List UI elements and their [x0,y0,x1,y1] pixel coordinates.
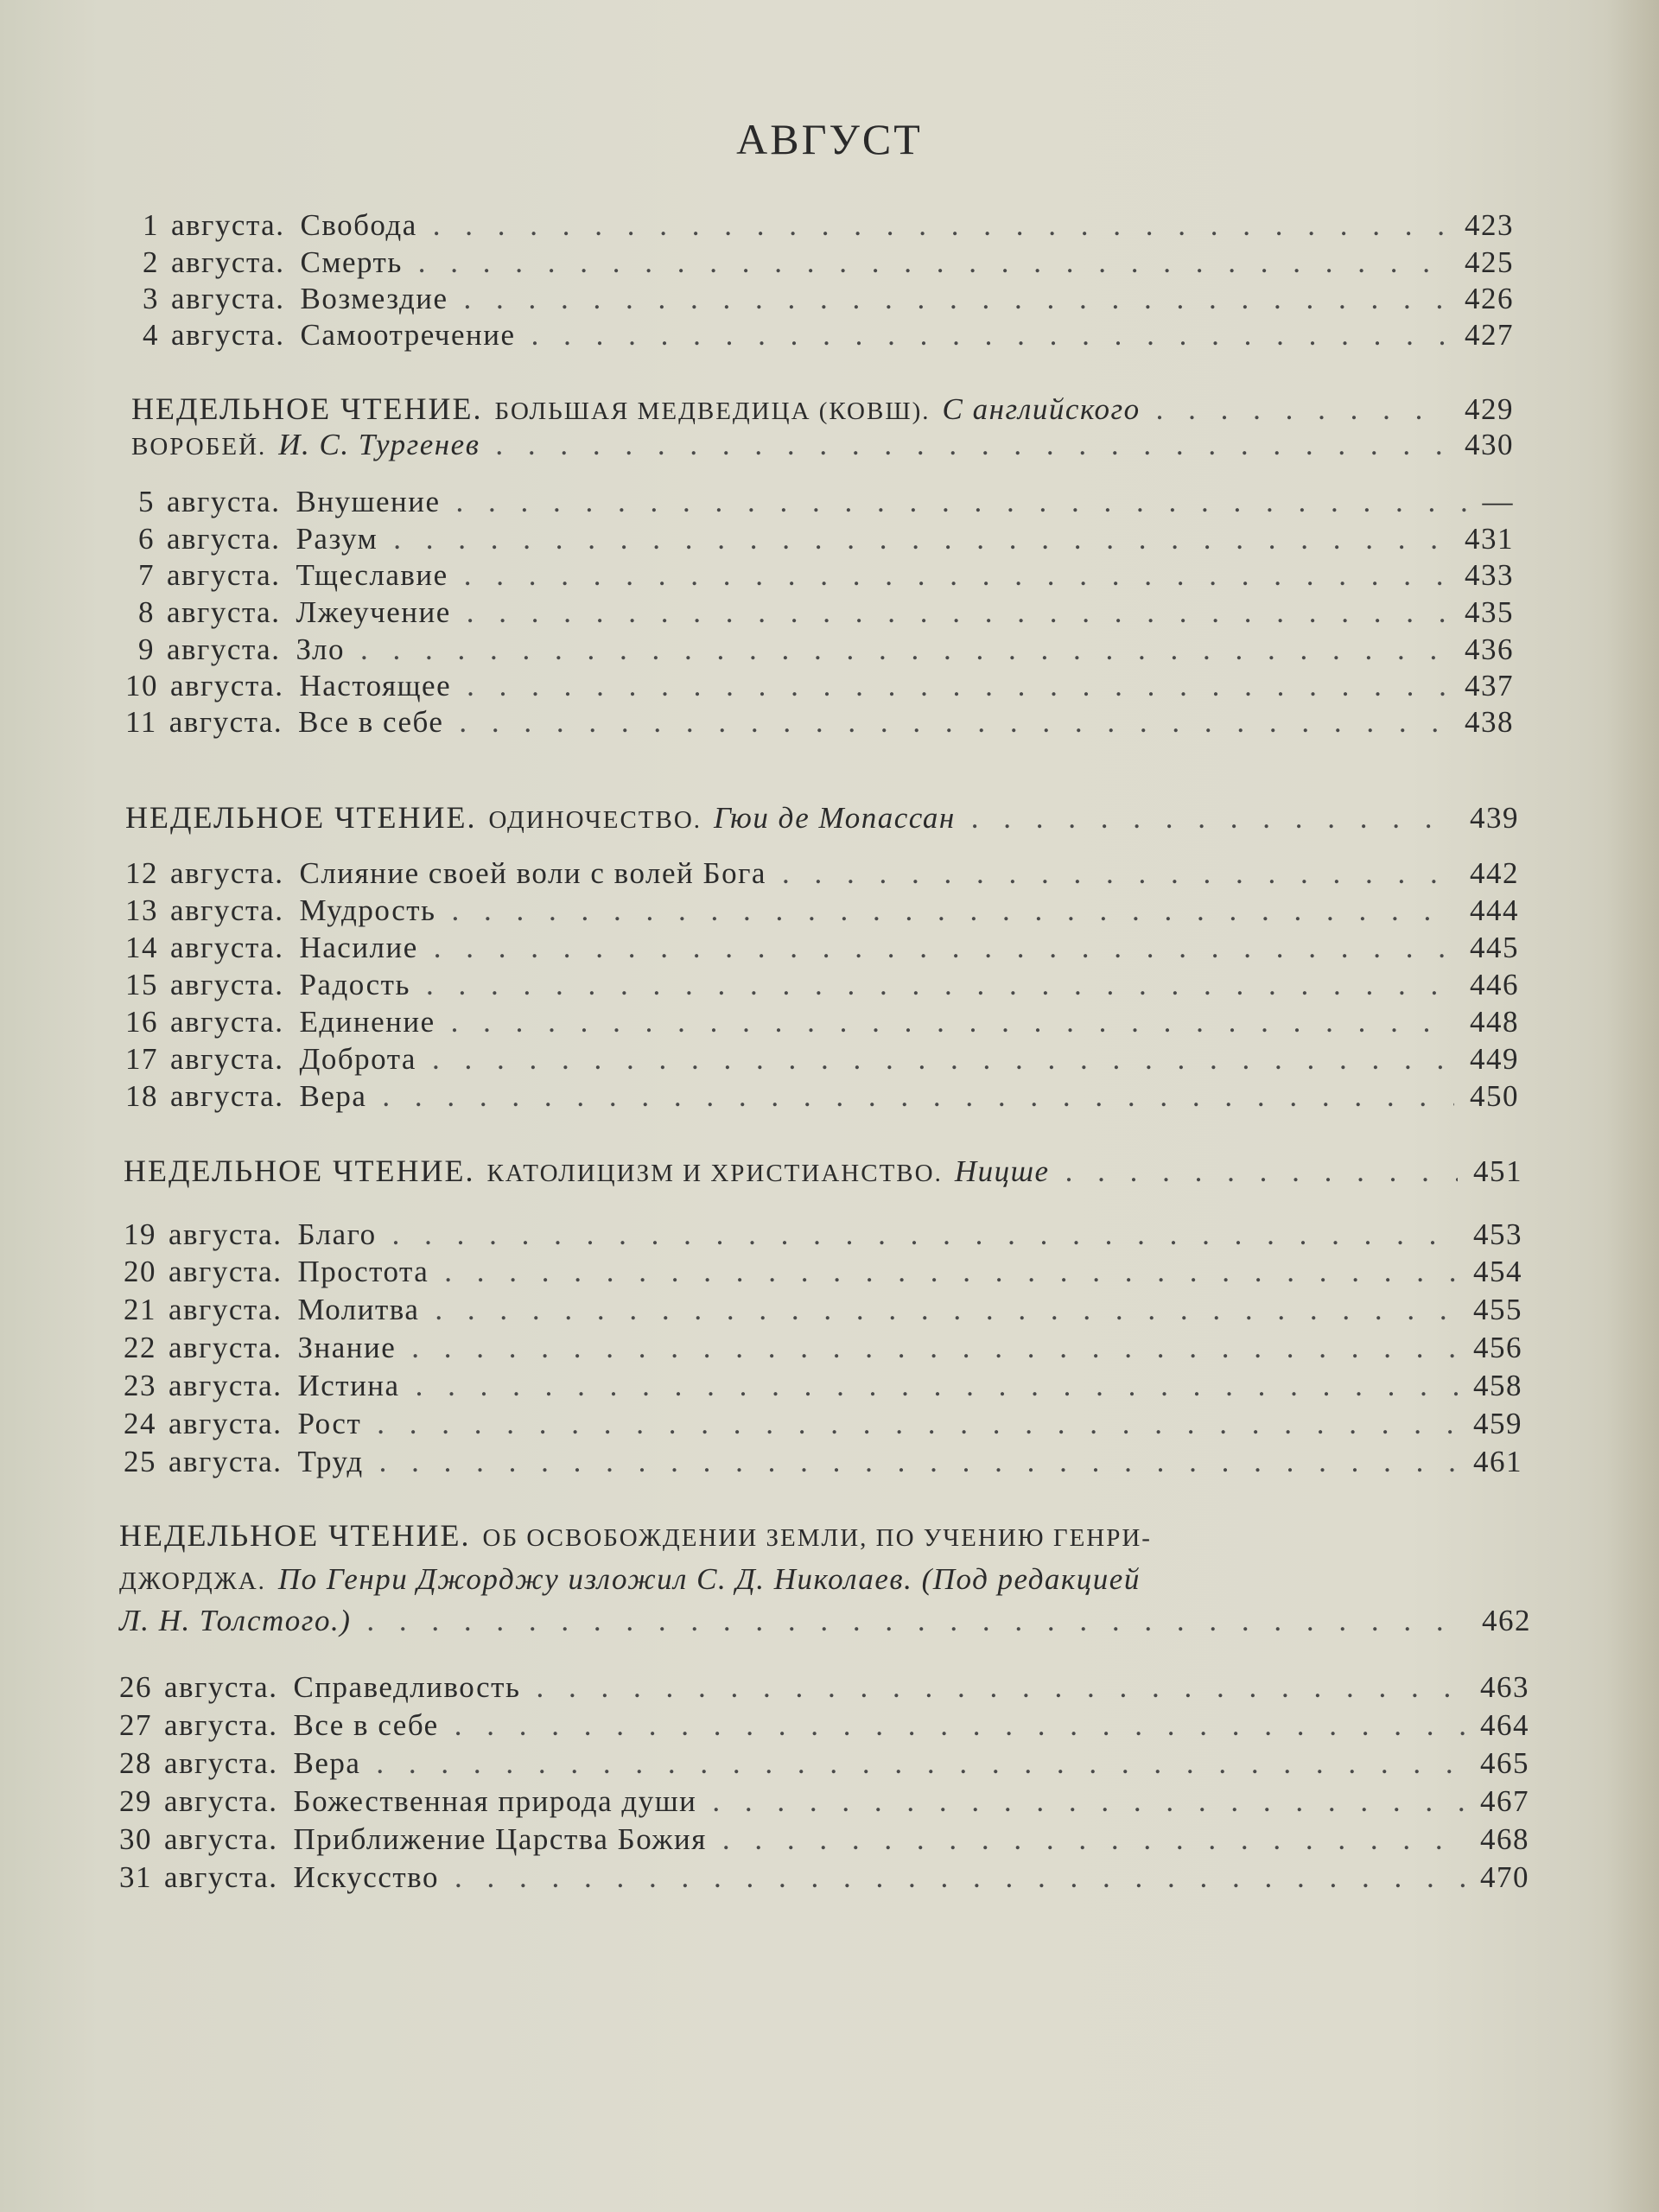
day-number: 18 [125,1079,158,1113]
page-number: 468 [1480,1822,1529,1856]
entry-topic: Возмездие [300,282,448,315]
toc-entry [119,1707,1529,1744]
page-number: 463 [1480,1670,1529,1704]
month-word: августа. [170,1005,284,1039]
toc-entry [125,704,1514,741]
leader-dots [782,855,1454,892]
day-number: 3 [143,282,159,315]
month-word: августа. [168,1369,283,1402]
leader-dots [722,1821,1465,1858]
leader-dots [366,1603,1466,1639]
page-number: 431 [1465,522,1514,556]
page-number: 429 [1465,392,1514,426]
month-word: августа. [170,931,284,964]
day-number: 24 [124,1407,156,1440]
entry-topic: Смерть [300,245,403,279]
page-number: 437 [1465,669,1514,702]
month-word: августа. [168,1255,283,1288]
day-number: 4 [143,318,159,352]
entry-topic: Все в себе [298,705,444,739]
day-number: 27 [119,1708,152,1742]
month-word: августа. [171,318,285,352]
entry-topic: Свобода [300,208,417,242]
toc-entry [119,1821,1529,1858]
entry-topic: Все в себе [293,1708,439,1742]
leader-dots [459,704,1449,741]
page-number: 465 [1480,1746,1529,1780]
toc-entry [124,1330,1522,1366]
toc-entry [124,1444,1522,1480]
entry-topic: Самоотречение [300,318,516,352]
toc-entry [125,1004,1519,1040]
day-number: 8 [138,595,155,629]
entry-topic: Слияние своей воли с волей Бога [299,856,766,890]
day-number: 19 [124,1217,156,1251]
leader-dots [467,594,1449,631]
toc-entry [138,557,1514,594]
weekly-reading-entry [131,427,1514,463]
month-word: августа. [168,1217,283,1251]
month-word: августа. [168,1293,283,1326]
weekly-title: ВОРОБЕЙ. [131,433,267,461]
leader-dots [416,1368,1458,1404]
entry-topic: Тщеславие [296,558,448,592]
leader-dots [426,967,1454,1003]
toc-entry [125,967,1519,1003]
entry-topic: Насилие [299,931,418,964]
entry-topic: Благо [297,1217,377,1251]
month-word: августа. [167,485,281,518]
toc-entry [124,1292,1522,1328]
entry-topic: Божественная природа души [293,1784,697,1818]
page-title: АВГУСТ [736,115,923,163]
month-word: августа. [171,282,285,315]
day-number: 30 [119,1822,152,1856]
toc-entry [119,1669,1529,1706]
leader-dots [418,245,1449,281]
month-word: августа. [164,1784,278,1818]
leader-dots [495,427,1449,463]
day-number: 6 [138,522,155,556]
leader-dots [531,317,1449,353]
page-number: 436 [1465,632,1514,666]
entry-topic: Доброта [299,1042,416,1076]
weekly-author: Гюи де Мопассан [714,801,956,835]
entry-topic: Искусство [293,1860,439,1894]
weekly-label: НЕДЕЛЬНОЕ ЧТЕНИЕ. [125,800,477,835]
day-number: 9 [138,632,155,666]
weekly-author: Л. Н. Толстого.) [119,1604,352,1637]
day-number: 15 [125,968,158,1001]
month-word: августа. [170,856,284,890]
leader-dots [712,1783,1465,1820]
day-number: 14 [125,931,158,964]
day-number: 28 [119,1746,152,1780]
page-number: 426 [1465,282,1514,315]
day-number: 17 [125,1042,158,1076]
toc-entry [138,521,1514,557]
weekly-title: ДЖОРДЖА. [119,1567,266,1595]
month-word: августа. [170,1042,284,1076]
toc-entry [138,484,1514,520]
month-word: августа. [171,208,285,242]
page-number: 442 [1470,856,1519,890]
day-number: 13 [125,893,158,927]
entry-topic: Вера [299,1079,367,1113]
leader-dots [451,893,1454,929]
day-number: 7 [138,558,155,592]
toc-entry [125,893,1519,929]
toc-entry [125,1078,1519,1115]
leader-dots [393,521,1449,557]
entry-topic: Справедливость [293,1670,521,1704]
leader-dots [464,281,1449,317]
day-number: 20 [124,1255,156,1288]
entry-topic: Вера [293,1746,361,1780]
leader-dots [454,1859,1465,1896]
page-number: 448 [1470,1005,1519,1039]
leader-dots [360,632,1449,668]
toc-entry [143,281,1514,317]
weekly-reading-entry [119,1517,1152,1556]
day-number: 25 [124,1445,156,1478]
entry-topic: Радость [299,968,410,1001]
page-number: 453 [1473,1217,1522,1251]
entry-topic: Единение [299,1005,435,1039]
page-number: 470 [1480,1860,1529,1894]
day-number: 16 [125,1005,158,1039]
entry-topic: Настоящее [299,669,452,702]
toc-entry [125,668,1514,704]
entry-topic: Разум [296,522,378,556]
entry-topic: Истина [297,1369,400,1402]
leader-dots [411,1330,1458,1366]
leader-dots [392,1217,1458,1253]
month-word: августа. [170,1079,284,1113]
month-word: августа. [168,1331,283,1364]
page-number: 458 [1473,1369,1522,1402]
weekly-author: Ницше [954,1154,1050,1188]
toc-entry [119,1783,1529,1820]
month-word: августа. [167,632,281,666]
day-number: 22 [124,1331,156,1364]
month-word: августа. [168,705,283,739]
weekly-label: НЕДЕЛЬНОЕ ЧТЕНИЕ. [131,391,483,426]
toc-entry [138,632,1514,668]
month-word: августа. [170,893,284,927]
page-number: 455 [1473,1293,1522,1326]
leader-dots [377,1406,1458,1442]
entry-topic: Мудрость [299,893,436,927]
toc-entry [119,1745,1529,1782]
toc-entry [124,1368,1522,1404]
weekly-author: С английского [942,392,1141,426]
day-number: 29 [119,1784,152,1818]
weekly-title: ОДИНОЧЕСТВО. [488,806,702,834]
day-number: 5 [138,485,155,518]
entry-topic: Рост [297,1407,362,1440]
day-number: 31 [119,1860,152,1894]
month-word: августа. [164,1822,278,1856]
page-number: 438 [1465,705,1514,739]
weekly-reading-entry-line [119,1603,1531,1639]
entry-topic: Приближение Царства Божия [293,1822,707,1856]
page-number: 444 [1470,893,1519,927]
weekly-title: ОБ ОСВОБОЖДЕНИИ ЗЕМЛИ, ПО УЧЕНИЮ ГЕНРИ- [482,1524,1152,1552]
page-number: 456 [1473,1331,1522,1364]
page-number: 446 [1470,968,1519,1001]
day-number: 2 [143,245,159,279]
page-number: 435 [1465,595,1514,629]
entry-topic: Знание [297,1331,397,1364]
month-word: августа. [164,1746,278,1780]
toc-entry [124,1217,1522,1253]
leader-dots [467,668,1449,704]
day-number: 1 [143,208,159,242]
day-number: 23 [124,1369,156,1402]
leader-dots [444,1254,1458,1290]
leader-dots [434,930,1454,966]
page-number: 451 [1473,1154,1522,1188]
toc-entry [125,855,1519,892]
day-number: 12 [125,856,158,890]
page-number: 425 [1465,245,1514,279]
page-number: 459 [1473,1407,1522,1440]
toc-entry [143,317,1514,353]
day-number: 26 [119,1670,152,1704]
month-word: августа. [167,522,281,556]
weekly-label: НЕДЕЛЬНОЕ ЧТЕНИЕ. [124,1154,475,1188]
day-number: 21 [124,1293,156,1326]
toc-entry [125,930,1519,966]
toc-entry [119,1859,1529,1896]
weekly-title: БОЛЬШАЯ МЕДВЕДИЦА (КОВШ). [494,397,931,425]
toc-entry [143,245,1514,281]
weekly-author: По Генри Джорджу изложил С. Д. Николаев. (Под редакцией [277,1562,1141,1596]
leader-dots [1065,1154,1458,1190]
weekly-reading-entry [131,391,1514,427]
leader-dots [1156,391,1449,428]
toc-entry [124,1406,1522,1442]
entry-topic: Внушение [296,485,441,518]
leader-dots [971,800,1454,836]
entry-topic: Простота [297,1255,429,1288]
month-word: августа. [170,968,284,1001]
month-word: августа. [167,595,281,629]
leader-dots [435,1292,1458,1328]
month-word: августа. [164,1670,278,1704]
weekly-reading-entry [125,799,1519,836]
leader-dots [456,484,1467,520]
month-word: августа. [168,1407,283,1440]
page-number: 464 [1480,1708,1529,1742]
page-number: 433 [1465,558,1514,592]
page-number: 445 [1470,931,1519,964]
weekly-reading-entry [124,1153,1522,1189]
month-word: августа. [171,245,285,279]
page-number: 467 [1480,1784,1529,1818]
toc-entry [143,207,1514,244]
leader-dots [379,1444,1458,1480]
month-word: августа. [168,1445,283,1478]
entry-topic: Молитва [297,1293,420,1326]
leader-dots [433,207,1449,244]
page-number: 461 [1473,1445,1522,1478]
leader-dots [432,1041,1454,1077]
leader-dots [382,1078,1454,1115]
weekly-reading-entry-line [119,1561,1141,1599]
day-number: 11 [125,705,157,739]
page-number: 462 [1482,1604,1531,1637]
leader-dots [536,1669,1465,1706]
page-number: 430 [1465,428,1514,461]
day-number: 10 [125,669,158,702]
entry-topic: Лжеучение [296,595,451,629]
toc-entry [125,1041,1519,1077]
weekly-author: И. С. Тургенев [278,428,480,461]
page-number: 449 [1470,1042,1519,1076]
leader-dots [454,1707,1465,1744]
weekly-label: НЕДЕЛЬНОЕ ЧТЕНИЕ. [119,1518,471,1553]
page-number: 454 [1473,1255,1522,1288]
entry-topic: Зло [296,632,346,666]
page-number: — [1482,485,1514,518]
month-word: августа. [170,669,284,702]
entry-topic: Труд [297,1445,364,1478]
month-word: августа. [164,1708,278,1742]
leader-dots [464,557,1449,594]
month-word: августа. [164,1860,278,1894]
leader-dots [451,1004,1454,1040]
page-number: 427 [1465,318,1514,352]
page-number: 439 [1470,801,1519,835]
page-edge-shadow [1607,0,1659,2212]
page-number: 423 [1465,208,1514,242]
month-word: августа. [167,558,281,592]
toc-entry [138,594,1514,631]
toc-entry [124,1254,1522,1290]
page-number: 450 [1470,1079,1519,1113]
weekly-title: КАТОЛИЦИЗМ И ХРИСТИАНСТВО. [486,1160,943,1187]
leader-dots [376,1745,1465,1782]
